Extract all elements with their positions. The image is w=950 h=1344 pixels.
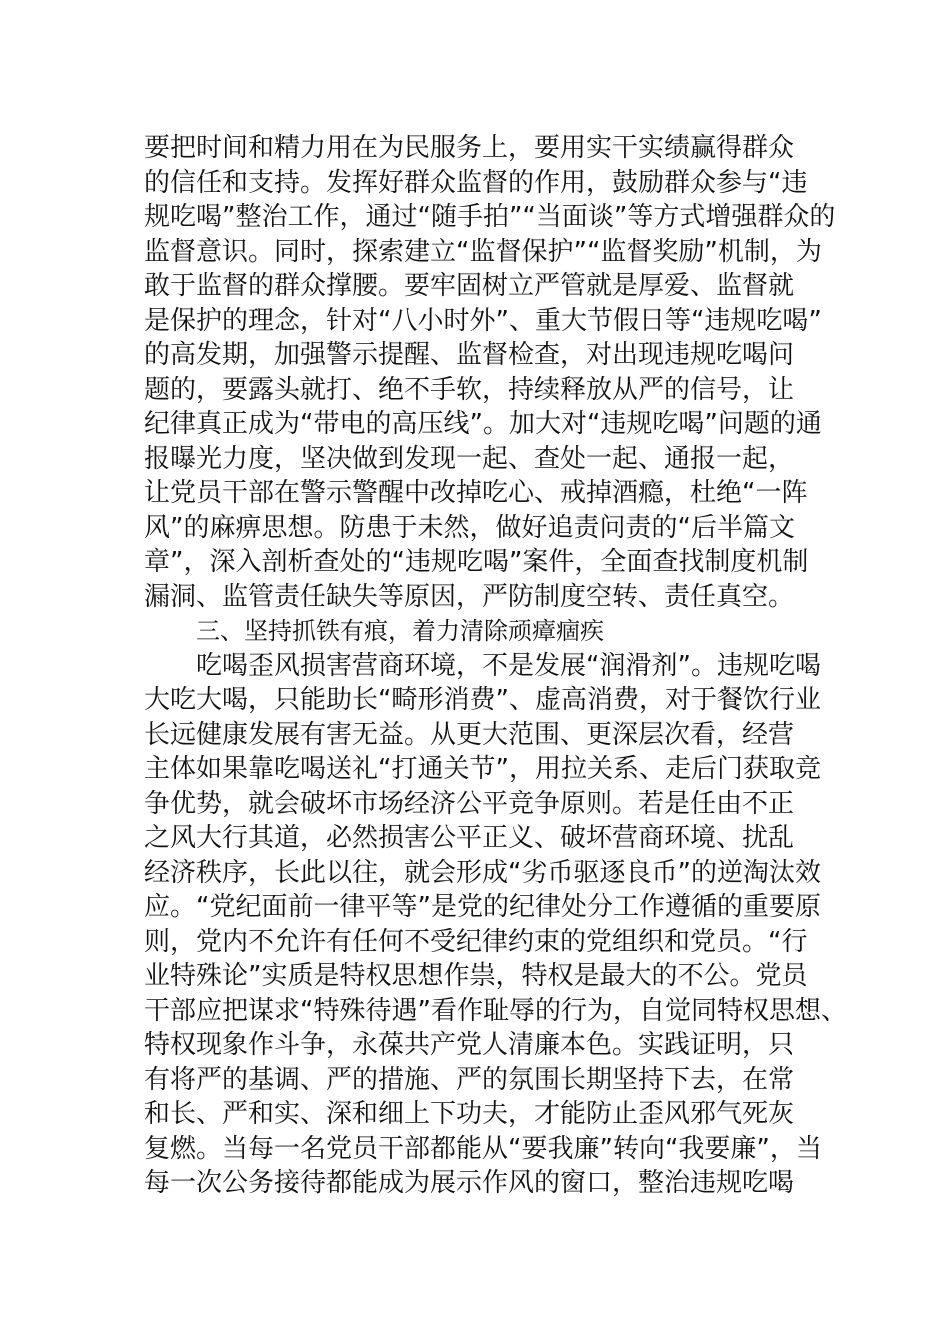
text-line: 监督意识。同时，探索建立“监督保护”“监督奖励”机制，为 [144,236,822,267]
text-line: 大吃大喝，只能助长“畸形消费”、虚高消费，对于餐饮行业 [144,685,821,715]
text-line: 报曝光力度，坚决做到发现一起、查处一起、通报一起， [144,443,795,474]
text-line: 争优势，就会破坏市场经济公平竞争原则。若是任由不正 [144,788,795,819]
text-line: 复燃。当每一名党员干部都能从“要我廉”转向“我要廉”，当 [144,1133,822,1164]
text-line: 要把时间和精力用在为民服务上，要用实干实绩赢得群众 [144,133,795,163]
text-line: 经济秩序，长此以往，就会形成“劣币驱逐良币”的逆淘汰效 [144,857,821,888]
text-line: 应。“党纪面前一律平等”是党的纪律处分工作遵循的重要原 [144,892,821,922]
text-line: 和长、严和实、深和细上下功夫，才能防止歪风邪气死灰 [144,1099,795,1129]
text-line: 特权现象作斗争，永葆共产党人清廉本色。实践证明，只 [144,1030,795,1060]
text-line: 敢于监督的群众撑腰。要牢固树立严管就是厚爱、监督就 [144,271,795,301]
text-line: 长远健康发展有害无益。从更大范围、更深层次看，经营 [144,719,795,750]
text-line: 的高发期，加强警示提醒、监督检查，对出现违规吃喝问 [144,340,795,370]
text-line: 业特殊论”实质是特权思想作祟，特权是最大的不公。党员 [144,961,808,991]
text-line: 干部应把谋求“特殊待遇”看作耻辱的行为，自觉同特权思想、 [144,995,847,1026]
text-line: 每一次公务接待都能成为展示作风的窗口，整治违规吃喝 [144,1168,795,1198]
text-line: 章”，深入剖析查处的“违规吃喝”案件，全面查找制度机制 [144,547,809,577]
text-line: 主体如果靠吃喝送礼“打通关节”，用拉关系、走后门获取竞 [144,754,821,784]
body-paragraph-1 [144,131,847,1201]
text-line: 的信任和支持。发挥好群众监督的作用，鼓励群众参与“违 [144,167,808,198]
text-line: 有将严的基调、严的措施、严的氛围长期坚持下去，在常 [144,1064,795,1095]
text-line: 让党员干部在警示警醒中改掉吃心、戒掉酒瘾，杜绝“一阵 [144,478,808,508]
text-line: 题的，要露头就打、绝不手软，持续释放从严的信号，让 [144,374,795,405]
text-line: 则，党内不允许有任何不受纪律约束的党组织和党员。“行 [144,926,808,957]
text-line: 纪律真正成为“带电的高压线”。加大对“违规吃喝”问题的通 [144,409,822,439]
text-line: 是保护的理念，针对“八小时外”、重大节假日等“违规吃喝” [144,305,822,336]
text-line: 规吃喝”整治工作，通过“随手拍”“当面谈”等方式增强群众的 [144,202,836,232]
text-line: 之风大行其道，必然损害公平正义、破坏营商环境、扰乱 [144,823,795,853]
text-line: 吃喝歪风损害营商环境，不是发展“润滑剂”。违规吃喝 [196,650,821,681]
text-line: 漏洞、监管责任缺失等原因，严防制度空转、责任真空。 [144,581,795,612]
section-heading: 三、坚持抓铁有痕，着力清除顽瘴痼疾 [196,617,604,645]
text-line: 风”的麻痹思想。防患于未然，做好追责问责的“后半篇文 [144,512,795,543]
